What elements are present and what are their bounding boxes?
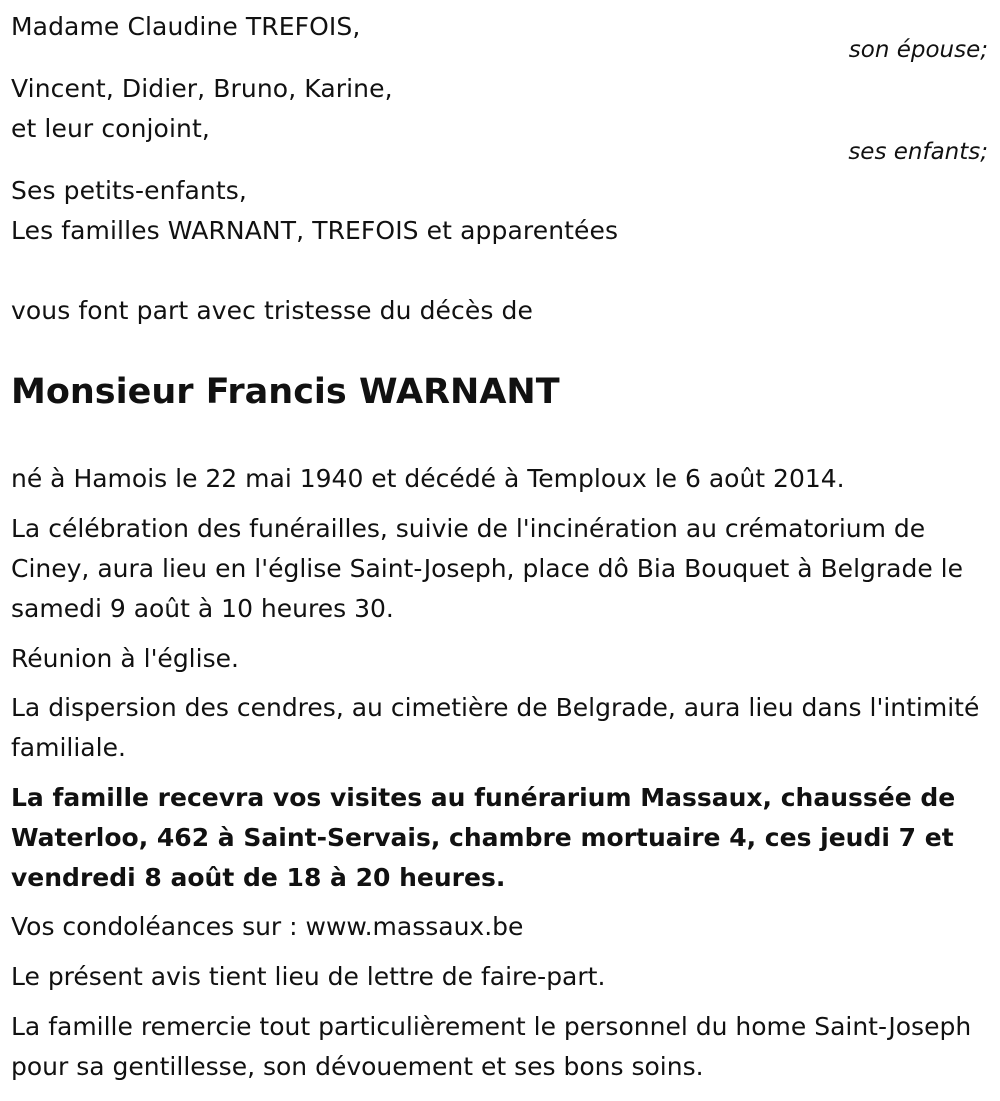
funeral-celebration: La célébration des funérailles, suivie de l'incinération au crématorium de Ciney, aura lieu en l'église Saint-Joseph, place dô Bia Bouquet à Belgrade le samedi 9 août à 10 heures 30.	[11, 514, 964, 623]
spouse-role: son épouse;	[848, 37, 988, 63]
children-role: ses enfants;	[848, 139, 988, 165]
notice-statement: Le présent avis tient lieu de lettre de faire-part.	[11, 962, 606, 991]
visits-info: La famille recevra vos visites au funérarium Massaux, chaussée de Waterloo, 462 à Saint-Servais, chambre mortuaire 4, ces jeudi 7 et vendredi 8 août de 18 à 20 heures.	[11, 783, 956, 892]
deceased-name: Monsieur Francis WARNANT	[11, 372, 560, 412]
thanks-message: La famille remercie tout particulièrement le personnel du home Saint-Joseph pour sa gentillesse, son dévouement et ses bons soins.	[11, 1012, 972, 1081]
condolences-link: Vos condoléances sur : www.massaux.be	[11, 912, 524, 941]
birth-death-dates: né à Hamois le 22 mai 1940 et décédé à Temploux le 6 août 2014.	[11, 464, 845, 493]
families: Les familles WARNANT, TREFOIS et apparentées	[11, 216, 619, 245]
meeting-info: Réunion à l'église.	[11, 644, 239, 673]
grandchildren: Ses petits-enfants,	[11, 176, 247, 205]
spouse-name: Madame Claudine TREFOIS,	[11, 12, 361, 41]
ashes-dispersion: La dispersion des cendres, au cimetière de Belgrade, aura lieu dans l'intimité familiale.	[11, 693, 980, 762]
children-names: Vincent, Didier, Bruno, Karine,	[11, 74, 393, 103]
children-partners: et leur conjoint,	[11, 114, 210, 143]
announcement: vous font part avec tristesse du décès de	[11, 296, 533, 325]
